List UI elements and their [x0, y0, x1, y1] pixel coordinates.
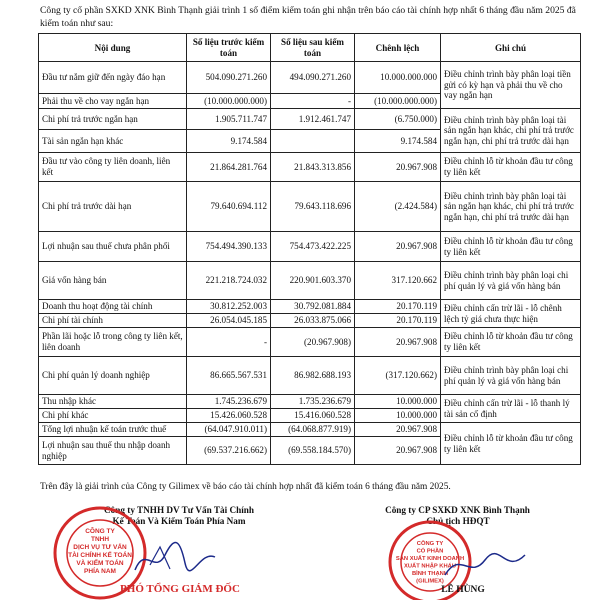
row-after: - — [271, 94, 355, 109]
row-before: 26.054.045.185 — [187, 314, 271, 328]
table-row — [39, 395, 581, 409]
row-note: Điều chỉnh trình bày phân loại tài sản ngắn hạn khác, chi phí trả trước ngắn hạn, chi phí trả trước dài hạn — [441, 182, 581, 232]
auditor-org-line1: Công ty TNHH DV Tư Vấn Tài Chính — [104, 505, 254, 515]
table-row — [39, 357, 581, 395]
row-after: 1.912.461.747 — [271, 109, 355, 130]
auditor-handwritten-signature — [130, 535, 220, 580]
table-row — [39, 153, 581, 182]
stamp-text-line: PHÍA NAM — [84, 568, 116, 575]
row-before: 221.218.724.032 — [187, 262, 271, 300]
table-row — [39, 423, 581, 437]
row-content: Chi phí trả trước dài hạn — [39, 182, 187, 232]
row-diff: 10.000.000 — [355, 409, 441, 423]
row-after: 26.033.875.066 — [271, 314, 355, 328]
row-before: 754.494.390.133 — [187, 232, 271, 262]
row-diff: 9.174.584 — [355, 130, 441, 153]
row-content: Tổng lợi nhuận kế toán trước thuế — [39, 423, 187, 437]
row-before: 1.745.236.679 — [187, 395, 271, 409]
stamp-text-line: VÀ KIỂM TOÁN — [76, 560, 124, 567]
company-org-name: Công ty CP SXKD XNK Bình Thạnh — [385, 505, 530, 515]
row-note: Điều chỉnh lỗ từ khoản đầu tư công ty liên kết — [441, 423, 581, 465]
row-content: Tài sản ngắn hạn khác — [39, 130, 187, 153]
row-content: Chi phí trả trước ngắn hạn — [39, 109, 187, 130]
row-before: 21.864.281.764 — [187, 153, 271, 182]
row-before: 15.426.060.528 — [187, 409, 271, 423]
row-note: Điều chỉnh cấn trừ lãi - lỗ thanh lý tài sản cố định — [441, 395, 581, 423]
row-before: (64.047.910.011) — [187, 423, 271, 437]
table-row — [39, 109, 581, 130]
row-after: 1.735.236.679 — [271, 395, 355, 409]
row-before: 9.174.584 — [187, 130, 271, 153]
auditor-signer-title: PHÓ TỔNG GIÁM ĐỐC — [120, 583, 240, 595]
row-before: 86.665.567.531 — [187, 357, 271, 395]
row-after: 79.643.118.696 — [271, 182, 355, 232]
row-diff: 10.000.000.000 — [355, 62, 441, 94]
row-diff: 20.967.908 — [355, 153, 441, 182]
row-after — [271, 130, 355, 153]
company-signer-title: Chủ tịch HĐQT — [426, 516, 490, 526]
row-diff: (2.424.584) — [355, 182, 441, 232]
table-header-row — [39, 34, 581, 62]
row-before: (69.537.216.662) — [187, 437, 271, 465]
table-row — [39, 232, 581, 262]
row-content: Giá vốn hàng bán — [39, 262, 187, 300]
row-content: Chi phí quản lý doanh nghiệp — [39, 357, 187, 395]
row-note: Điều chỉnh trình bày phân loại tiền gửi có kỳ hạn và phải thu về cho vay ngắn hạn — [441, 62, 581, 109]
table-row — [39, 62, 581, 94]
header-after-audit: Số liệu sau kiểm toán — [271, 34, 355, 62]
stamp-text-line: TÀI CHÍNH KẾ TOÁN — [68, 552, 132, 559]
row-after: (64.068.877.919) — [271, 423, 355, 437]
row-before: 30.812.252.003 — [187, 300, 271, 314]
table-row — [39, 262, 581, 300]
stamp-text-line: CÔNG TY — [416, 541, 444, 547]
row-diff: 20.967.908 — [355, 423, 441, 437]
row-diff: 317.120.662 — [355, 262, 441, 300]
row-note: Điều chỉnh lỗ từ khoản đầu tư công ty liên kết — [441, 328, 581, 357]
stamp-text-line: BÌNH THẠNH — [411, 571, 449, 577]
row-after: 21.843.313.856 — [271, 153, 355, 182]
table-row — [39, 300, 581, 314]
row-content: Phần lãi hoặc lỗ trong công ty liên kết, liên doanh — [39, 328, 187, 357]
row-after: (20.967.908) — [271, 328, 355, 357]
stamp-text-line: CỔ PHẦN — [416, 548, 444, 555]
row-content: Lợi nhuận sau thuế chưa phân phối — [39, 232, 187, 262]
header-note: Ghi chú — [441, 34, 581, 62]
table-row — [39, 328, 581, 357]
row-after: (69.558.184.570) — [271, 437, 355, 465]
row-content: Chi phí khác — [39, 409, 187, 423]
row-after: 15.416.060.528 — [271, 409, 355, 423]
header-difference: Chênh lệch — [355, 34, 441, 62]
row-before: 1.905.711.747 — [187, 109, 271, 130]
stamp-text-line: SẢN XUẤT KINH DOANH — [395, 556, 465, 562]
row-after: 754.473.422.225 — [271, 232, 355, 262]
company-signer-name: LÊ HÙNG — [441, 585, 485, 595]
stamp-text-line: XUẤT NHẬP KHẨU — [403, 563, 457, 570]
header-content: Nội dung — [39, 34, 187, 62]
row-note: Điều chỉnh trình bày phân loại chi phí quản lý và giá vốn hàng bán — [441, 262, 581, 300]
row-before: - — [187, 328, 271, 357]
row-note: Điều chỉnh cấn trừ lãi - lỗ chênh lệch tỷ giá chưa thực hiện — [441, 300, 581, 328]
audit-adjustment-table — [38, 33, 581, 465]
row-content: Chi phí tài chính — [39, 314, 187, 328]
row-diff: (6.750.000) — [355, 109, 441, 130]
row-content: Phải thu về cho vay ngắn hạn — [39, 94, 187, 109]
stamp-text-line: CÔNG TY — [85, 528, 115, 535]
row-after: 86.982.688.193 — [271, 357, 355, 395]
row-note: Điều chỉnh trình bày phân loại chi phí quản lý và giá vốn hàng bán — [441, 357, 581, 395]
row-diff: 20.967.908 — [355, 328, 441, 357]
row-before: (10.000.000.000) — [187, 94, 271, 109]
row-note: Điều chỉnh trình bày phân loại tài sản ngắn hạn khác, chi phí trả trước ngắn hạn, chi phí trả trước dài hạn — [441, 109, 581, 153]
row-diff: 20.170.119 — [355, 300, 441, 314]
row-content: Đầu tư vào công ty liên doanh, liên kết — [39, 153, 187, 182]
stamp-text-line: (GILIMEX) — [416, 578, 444, 585]
row-after: 220.901.603.370 — [271, 262, 355, 300]
row-note: Điều chỉnh lỗ từ khoản đầu tư công ty liên kết — [441, 153, 581, 182]
header-before-audit: Số liệu trước kiểm toán — [187, 34, 271, 62]
row-after: 30.792.081.884 — [271, 300, 355, 314]
row-content: Lợi nhuận sau thuế thu nhập doanh nghiệp — [39, 437, 187, 465]
intro-paragraph: Công ty cổ phần SXKD XNK Bình Thạnh giải trình 1 số điểm kiểm toán ghi nhận trên báo cáo tài chính hợp nhất 6 tháng đầu năm 2025 đã kiểm toán như sau: — [40, 5, 576, 29]
closing-statement: Trên đây là giải trình của Công ty Gilimex về báo cáo tài chính hợp nhất đã kiểm toán 6 tháng đầu năm 2025. — [40, 482, 451, 492]
row-diff: 10.000.000 — [355, 395, 441, 409]
row-content: Doanh thu hoạt động tài chính — [39, 300, 187, 314]
stamp-text-line: DỊCH VỤ TƯ VẤN — [73, 544, 127, 551]
row-note: Điều chỉnh lỗ từ khoản đầu tư công ty liên kết — [441, 232, 581, 262]
row-content: Thu nhập khác — [39, 395, 187, 409]
row-content: Đầu tư nắm giữ đến ngày đáo hạn — [39, 62, 187, 94]
row-diff: (317.120.662) — [355, 357, 441, 395]
row-diff: (10.000.000.000) — [355, 94, 441, 109]
row-after: 494.090.271.260 — [271, 62, 355, 94]
auditor-org-line2: Kế Toán Và Kiểm Toán Phía Nam — [112, 516, 246, 526]
row-diff: 20.170.119 — [355, 314, 441, 328]
company-handwritten-signature — [440, 545, 530, 585]
row-diff: 20.967.908 — [355, 232, 441, 262]
stamp-text-line: TNHH — [90, 536, 110, 543]
table-row — [39, 182, 581, 232]
row-before: 79.640.694.112 — [187, 182, 271, 232]
row-diff: 20.967.908 — [355, 437, 441, 465]
row-before: 504.090.271.260 — [187, 62, 271, 94]
